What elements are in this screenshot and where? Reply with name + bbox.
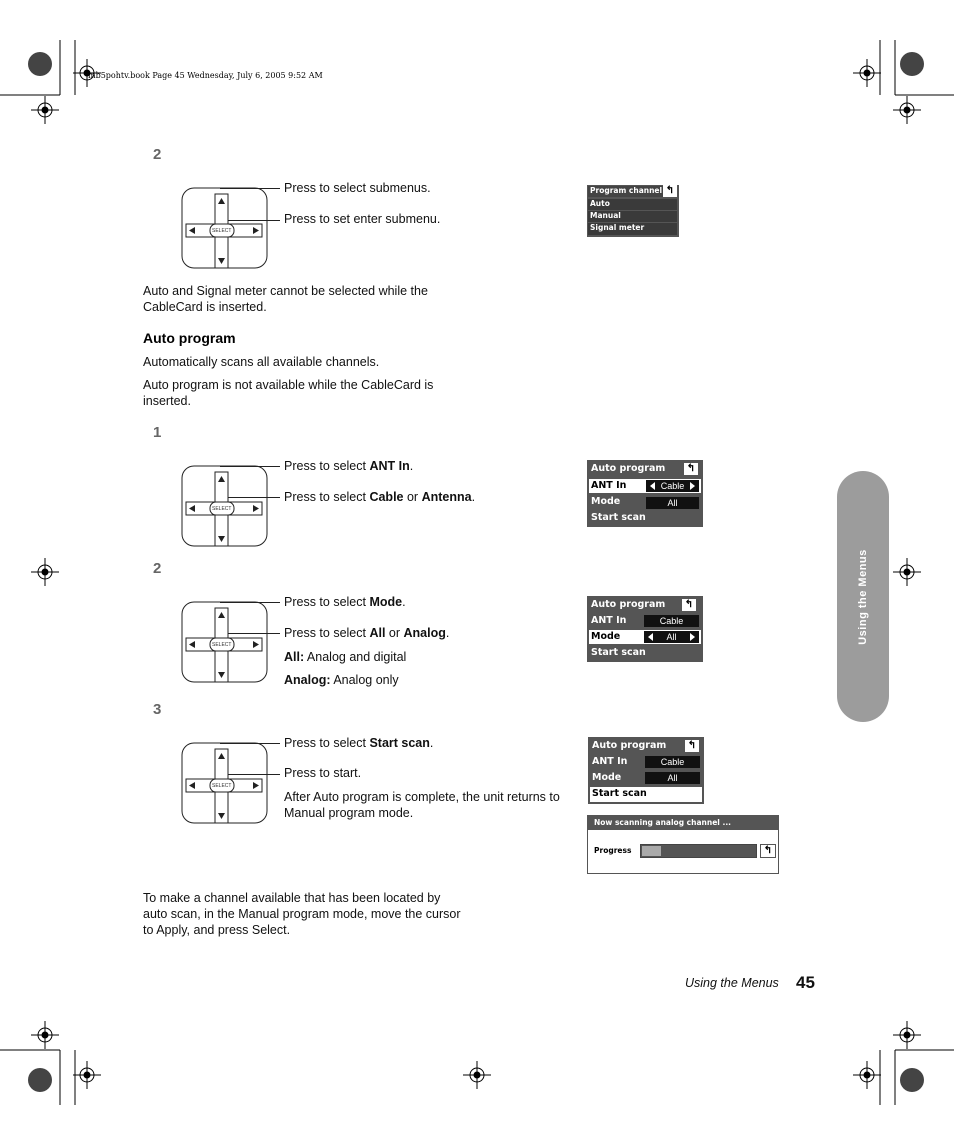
callout-submenus: Press to select submenus. (284, 181, 431, 195)
menu-title: Program channel (590, 186, 663, 195)
section-side-tab (837, 471, 889, 722)
back-icon[interactable]: ↰ (684, 463, 698, 475)
select-button-label: SELECT (212, 506, 232, 512)
menu-item-ant-in[interactable]: ANT In Cable (590, 755, 702, 769)
side-tab-label: Using the Menus (857, 548, 869, 645)
auto-program-desc: Automatically scans all available channels. (143, 355, 380, 369)
step-number: 2 (153, 146, 162, 163)
menu-item-mode[interactable]: Mode All (589, 630, 701, 644)
auto-program-menu (587, 460, 703, 527)
menu-title: Auto program (591, 463, 666, 474)
callout-select-mode: Press to select Mode. (284, 595, 406, 609)
back-icon[interactable]: ↰ (663, 185, 677, 197)
menu-title: Auto program (592, 740, 667, 751)
menu-item-start-scan[interactable]: Start scan (591, 512, 646, 523)
mode-value[interactable]: All (644, 631, 699, 643)
footer-section-title: Using the Menus (685, 976, 779, 990)
completion-note: After Auto program is complete, the unit returns to Manual program mode. (284, 790, 560, 820)
auto-program-menu (587, 596, 703, 662)
section-heading: Auto program (143, 330, 236, 346)
scanning-dialog (587, 815, 779, 874)
back-icon[interactable]: ↰ (682, 599, 696, 611)
menu-item-mode[interactable]: Mode All (590, 771, 702, 785)
select-button-label: SELECT (212, 783, 232, 789)
ant-in-value[interactable]: Cable (644, 615, 699, 627)
callout-enter-submenu: Press to set enter submenu. (284, 212, 441, 226)
ant-in-value[interactable]: Cable (646, 480, 699, 492)
step-number: 3 (153, 701, 162, 718)
callout-select-cable-antenna: Press to select Cable or Antenna. (284, 490, 476, 504)
callout-select-start-scan: Press to select Start scan. (284, 736, 434, 750)
page-number: 45 (796, 973, 815, 992)
menu-item-start-scan[interactable]: Start scan (591, 647, 646, 658)
progress-bar (640, 844, 757, 858)
menu-item-ant-in[interactable]: ANT In Cable (589, 479, 701, 493)
menu-item-start-scan[interactable]: Start scan (590, 787, 702, 802)
back-icon[interactable]: ↰ (760, 844, 776, 858)
menu-title: Auto program (591, 599, 666, 610)
step-number: 1 (153, 424, 162, 441)
channel-availability-note: To make a channel available that has been located by auto scan, in the Manual program mode, move the cursor to Apply, and press Select. (143, 891, 461, 937)
scan-status-title: Now scanning analog channel ... (594, 818, 732, 827)
select-button-label: SELECT (212, 228, 232, 234)
select-button-label: SELECT (212, 642, 232, 648)
step-number: 2 (153, 560, 162, 577)
callout-select-ant-in: Press to select ANT In. (284, 459, 414, 473)
auto-program-menu (588, 737, 704, 804)
analog-definition: Analog: Analog only (284, 673, 399, 687)
menu-item-manual[interactable]: Manual (588, 211, 677, 222)
callout-press-to-start: Press to start. (284, 766, 362, 780)
menu-item-auto[interactable]: Auto (588, 199, 677, 210)
menu-item-mode[interactable]: Mode All (589, 495, 701, 509)
mode-value[interactable]: All (646, 497, 699, 509)
auto-program-unavailable-note: Auto program is not available while the CableCard is inserted. (143, 378, 434, 408)
cablecard-note: Auto and Signal meter cannot be selected while the CableCard is inserted. (143, 284, 428, 314)
menu-item-ant-in[interactable]: ANT In Cable (589, 614, 701, 628)
back-icon[interactable]: ↰ (685, 740, 699, 752)
progress-label: Progress (594, 846, 632, 855)
mode-value[interactable]: All (645, 772, 700, 784)
progress-fill (642, 846, 661, 856)
file-info: mb5pohtv.book Page 45 Wednesday, July 6, 2005 9:52 AM (88, 71, 323, 80)
callout-select-all-analog: Press to select All or Analog. (284, 626, 450, 640)
ant-in-value[interactable]: Cable (645, 756, 700, 768)
all-definition: All: Analog and digital (284, 650, 407, 664)
menu-item-signal-meter[interactable]: Signal meter (588, 223, 677, 235)
program-channel-menu (587, 185, 679, 237)
